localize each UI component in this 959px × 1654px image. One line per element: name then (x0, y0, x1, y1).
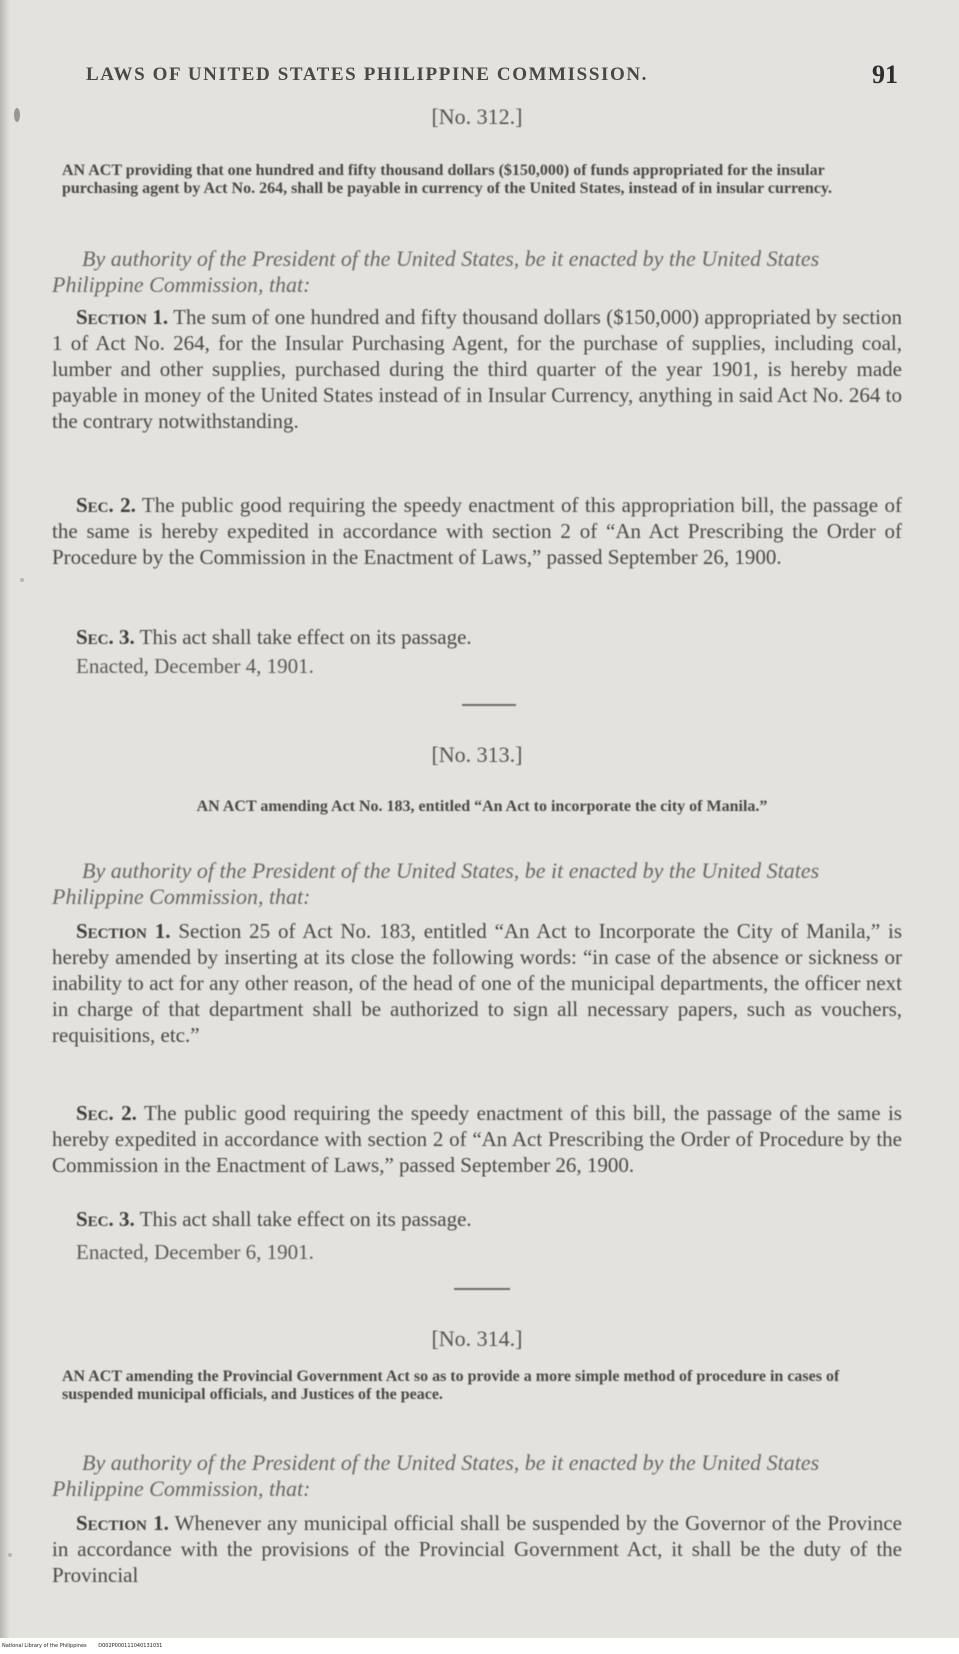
section-label: Section 1. (76, 1511, 169, 1535)
section-1-act-314 (52, 1510, 902, 1588)
act-number-314: [No. 314.] (431, 1326, 523, 1351)
section-3-act-313 (52, 1206, 902, 1232)
section-1-act-312 (52, 304, 902, 434)
enacting-clause-314: By authority of the President of the United States, be it enacted by the United States Philippine Commission, that: (52, 1450, 820, 1501)
section-divider (462, 704, 516, 706)
footer-identifier: D002P000111040131031 (98, 1643, 163, 1649)
section-divider (454, 1288, 510, 1290)
enacted-date-313: Enacted, December 6, 1901. (76, 1240, 314, 1264)
section-label: Section 1. (76, 919, 171, 943)
act-title-314: AN ACT amending the Provincial Government Act so as to provide a more simple method of procedure in cases of suspended municipal officials, and Justices of the peace. (62, 1368, 840, 1403)
scan-speck (20, 578, 24, 582)
footer-source: National Library of the Philippines (2, 1643, 87, 1649)
section-3-act-312 (52, 624, 902, 650)
section-text: Section 25 of Act No. 183, entitled “An Act to Incorporate the City of Manila,” is hereby amended by inserting at its close the following words: “in case of the absence or sickness or inability to act for any other reason, of the head of one of the municipal departments, the officer next in charge of that department shall be authorized to sign all necessary papers, such as vouchers, requisitions, etc.” (52, 919, 903, 1047)
section-text: This act shall take effect on its passage. (139, 625, 472, 649)
section-label: Sec. 3. (76, 1207, 135, 1231)
section-2-act-312 (52, 492, 902, 570)
section-text: Whenever any municipal official shall be suspended by the Governor of the Province in accordance with the provisions of the Provincial Government Act, it shall be the duty of the Provincial (52, 1511, 902, 1587)
section-text: The public good requiring the speedy enactment of this appropriation bill, the passage of the same is hereby expedited in accordance with section 2 of “An Act Prescribing the Order of Procedure by the Commission in the Enactment of Laws,” passed September 26, 1900. (52, 493, 902, 569)
page-number: 91 (872, 60, 898, 89)
section-2-act-313 (52, 1100, 902, 1178)
running-head (86, 60, 898, 90)
scan-speck (14, 108, 20, 122)
act-number-312: [No. 312.] (431, 104, 523, 129)
act-number-313: [No. 313.] (431, 742, 523, 767)
enacting-clause-312: By authority of the President of the United States, be it enacted by the United States Philippine Commission, that: (52, 246, 820, 297)
act-title-313: AN ACT amending Act No. 183, entitled “An Act to incorporate the city of Manila.” (196, 798, 768, 815)
scan-footer (0, 1638, 959, 1654)
running-head-title: LAWS OF UNITED STATES PHILIPPINE COMMISSION. (86, 64, 649, 85)
enacted-date-312: Enacted, December 4, 1901. (76, 654, 314, 678)
section-label: Sec. 2. (76, 493, 136, 517)
act-title-312: AN ACT providing that one hundred and fifty thousand dollars ($150,000) of funds appropriated for the insular purchasing agent by Act No. 264, shall be payable in currency of the United States, instead of in insular currency. (62, 162, 832, 197)
section-text: The public good requiring the speedy enactment of this bill, the passage of the same is hereby expedited in accordance with section 2 of “An Act Prescribing the Order of Procedure by the Commission in the Enactment of Laws,” passed September 26, 1900. (52, 1101, 902, 1177)
section-text: The sum of one hundred and fifty thousand dollars ($150,000) appropriated by section 1 of Act No. 264, for the Insular Purchasing Agent, for the purchase of supplies, including coal, lumber and other supplies, purchased during the third quarter of the year 1901, is hereby made payable in money of the United States instead of in Insular Currency, anything in said Act No. 264 to the contrary notwithstanding. (52, 305, 903, 433)
enacting-clause-313: By authority of the President of the United States, be it enacted by the United States Philippine Commission, that: (52, 858, 820, 909)
scan-speck (8, 1553, 12, 1557)
section-label: Sec. 2. (76, 1101, 137, 1125)
section-label: Sec. 3. (76, 625, 135, 649)
page-binding-edge (0, 0, 10, 1638)
section-label: Section 1. (76, 305, 169, 329)
section-text: This act shall take effect on its passage. (139, 1207, 472, 1231)
section-1-act-313 (52, 918, 902, 1048)
